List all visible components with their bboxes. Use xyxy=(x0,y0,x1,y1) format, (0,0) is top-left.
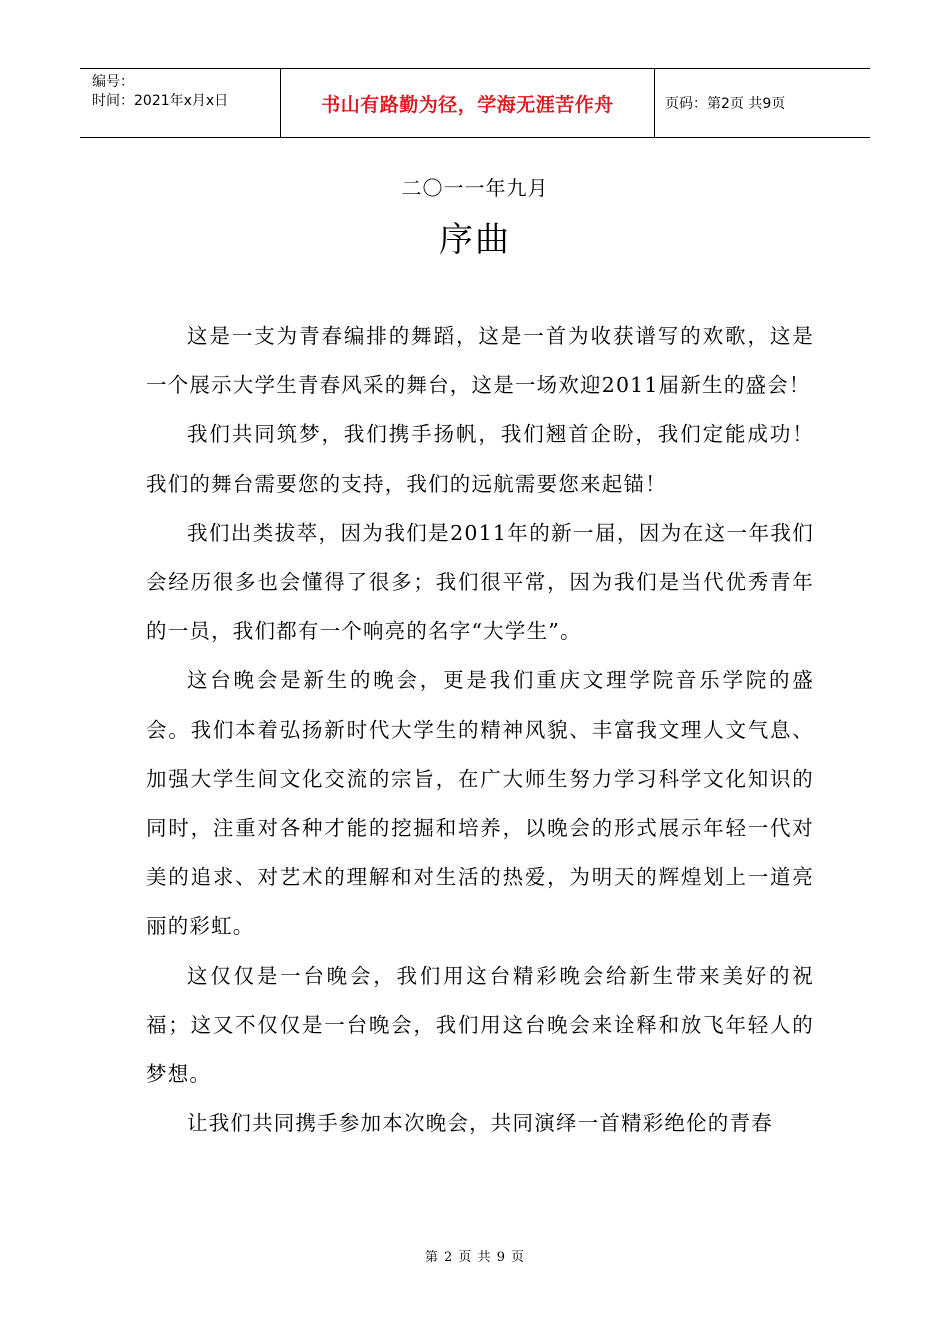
header-motto: 书山有路勤为径，学海无涯苦作舟 xyxy=(281,69,655,137)
paragraph: 我们共同筑梦，我们携手扬帆，我们翘首企盼，我们定能成功！我们的舞台需要您的支持，我们的远航需要您来起锚！ xyxy=(146,422,814,496)
header-meta xyxy=(80,69,281,137)
body-text xyxy=(146,312,814,1148)
header-page-info: 页码：第2页 共9页 xyxy=(665,96,786,112)
document-header xyxy=(80,68,870,138)
paragraph: 这仅仅是一台晚会，我们用这台精彩晚会给新生带来美好的祝福；这又不仅仅是一台晚会，我们用这台晚会来诠释和放飞年轻人的梦想。 xyxy=(146,963,814,1087)
paragraph: 我们出类拔萃，因为我们是2011年的新一届，因为在这一年我们会经历很多也会懂得了很多；我们很平常，因为我们是当代优秀青年的一员，我们都有一个响亮的名字“大学生”。 xyxy=(146,520,814,644)
date-line: 二〇一一年九月 xyxy=(401,176,549,200)
paragraph: 这台晚会是新生的晚会，更是我们重庆文理学院音乐学院的盛会。我们本着弘扬新时代大学生的精神风貌、丰富我文理人文气息、加强大学生间文化交流的宗旨，在广大师生努力学习科学文化知识的同时，注重对各种才能的挖掘和培养，以晚会的形式展示年轻一代对美的追求、对艺术的理解和对生活的热爱，为明天的辉煌划上一道亮丽的彩虹。 xyxy=(146,668,814,939)
number-label: 编号： xyxy=(92,74,134,90)
paragraph: 让我们共同携手参加本次晚会，共同演绎一首精彩绝伦的青春 xyxy=(187,1111,773,1136)
page-title: 序曲 xyxy=(439,220,511,260)
page-footer: 第 2 页 共 9 页 xyxy=(424,1250,526,1265)
time-line: 时间：2021年x月x日 xyxy=(92,93,229,109)
paragraph: 这是一支为青春编排的舞蹈，这是一首为收获谱写的欢歌，这是一个展示大学生青春风采的舞台，这是一场欢迎2011届新生的盛会！ xyxy=(146,324,814,398)
